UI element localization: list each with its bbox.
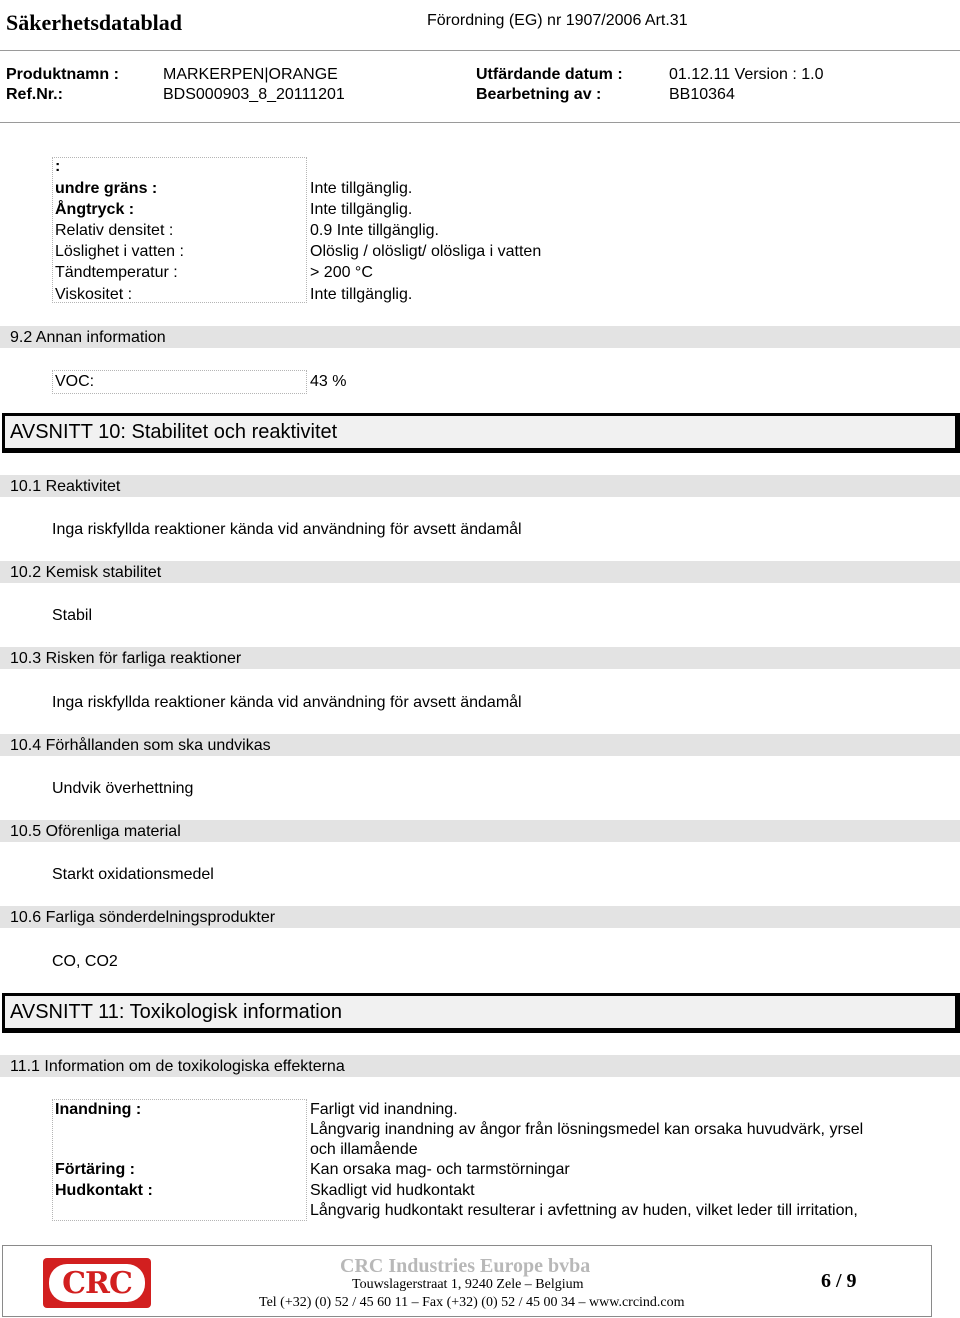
decomposition-products-text: CO, CO2 xyxy=(52,953,118,970)
hazardous-reactions-text: Inga riskfyllda reaktioner kända vid användning för avsett ändamål xyxy=(52,694,522,711)
reference-number-value: BDS000903_8_20111201 xyxy=(163,86,345,103)
ignition-temperature-value: > 200 °C xyxy=(310,264,373,281)
crc-logo xyxy=(43,1258,151,1308)
reference-number-label: Ref.Nr.: xyxy=(6,86,63,103)
incompatible-materials-text: Starkt oxidationsmedel xyxy=(52,866,214,883)
skin-contact-line-2: Långvarig hudkontakt resulterar i avfettning av huden, vilket leder till irritation, xyxy=(310,1202,858,1219)
edited-by-value: BB10364 xyxy=(669,86,735,103)
product-name-value: MARKERPEN|ORANGE xyxy=(163,66,338,83)
regulation-reference: Förordning (EG) nr 1907/2006 Art.31 xyxy=(427,12,688,29)
subsection-title-10-1: 10.1 Reaktivitet xyxy=(10,478,121,495)
header-divider xyxy=(0,50,960,51)
page-footer xyxy=(2,1245,932,1317)
subsection-title-9-2: 9.2 Annan information xyxy=(10,329,166,346)
section-11-title: AVSNITT 11: Toxikologisk information xyxy=(10,1001,342,1023)
solubility-value: Olöslig / olösligt/ olösliga i vatten xyxy=(310,243,542,260)
vapor-pressure-label: Ångtryck : xyxy=(55,201,135,218)
lower-limit-value: Inte tillgänglig. xyxy=(310,180,413,197)
page-number: 6 / 9 xyxy=(821,1270,857,1292)
colon-row: : xyxy=(55,158,61,175)
viscosity-label: Viskositet : xyxy=(55,286,133,303)
subsection-title-10-3: 10.3 Risken för farliga reaktioner xyxy=(10,650,242,667)
inhalation-line-1: Farligt vid inandning. xyxy=(310,1101,458,1118)
inhalation-label: Inandning : xyxy=(55,1101,142,1118)
subsection-title-10-2: 10.2 Kemisk stabilitet xyxy=(10,564,162,581)
vapor-pressure-value: Inte tillgänglig. xyxy=(310,201,413,218)
product-name-label: Produktnamn : xyxy=(6,66,119,83)
ignition-temperature-label: Tändtemperatur : xyxy=(55,264,178,281)
subsection-title-10-6: 10.6 Farliga sönderdelningsprodukter xyxy=(10,909,276,926)
voc-label: VOC: xyxy=(55,373,95,390)
lower-limit-label: undre gräns : xyxy=(55,180,158,197)
edited-by-label: Bearbetning av : xyxy=(476,86,602,103)
footer-contact: Tel (+32) (0) 52 / 45 60 11 – Fax (+32) (0) 52 / 45 00 34 – www.crcind.com xyxy=(259,1295,685,1310)
section-10-title: AVSNITT 10: Stabilitet och reaktivitet xyxy=(10,421,338,443)
conditions-to-avoid-text: Undvik överhettning xyxy=(52,780,194,797)
skin-contact-line-1: Skadligt vid hudkontakt xyxy=(310,1182,475,1199)
relative-density-value: 0.9 Inte tillgänglig. xyxy=(310,222,439,239)
inhalation-line-2: Långvarig inandning av ångor från lösningsmedel kan orsaka huvudvärk, yrsel xyxy=(310,1121,864,1138)
issue-date-value: 01.12.11 Version : 1.0 xyxy=(669,66,824,83)
relative-density-label: Relativ densitet : xyxy=(55,222,174,239)
subsection-bar-10-1 xyxy=(0,475,960,497)
document-title: Säkerhetsdatablad xyxy=(6,10,183,35)
subsection-title-10-5: 10.5 Oförenliga material xyxy=(10,823,181,840)
viscosity-value: Inte tillgänglig. xyxy=(310,286,413,303)
voc-value: 43 % xyxy=(310,373,347,390)
subsection-title-10-4: 10.4 Förhållanden som ska undvikas xyxy=(10,737,271,754)
ingestion-value: Kan orsaka mag- och tarmstörningar xyxy=(310,1161,570,1178)
subsection-title-11-1: 11.1 Information om de toxikologiska effekterna xyxy=(10,1058,345,1075)
skin-contact-label: Hudkontakt : xyxy=(55,1182,153,1199)
ingestion-label: Förtäring : xyxy=(55,1161,135,1178)
footer-address: Touwslagerstraat 1, 9240 Zele – Belgium xyxy=(352,1277,584,1292)
footer-company-name: CRC Industries Europe bvba xyxy=(340,1255,591,1277)
header-bottom-divider xyxy=(0,122,960,123)
reactivity-text: Inga riskfyllda reaktioner kända vid användning för avsett ändamål xyxy=(52,521,522,538)
solubility-label: Löslighet i vatten : xyxy=(55,243,184,260)
crc-logo-text: CRC xyxy=(49,1264,145,1302)
chemical-stability-text: Stabil xyxy=(52,607,93,624)
issue-date-label: Utfärdande datum : xyxy=(476,66,623,83)
inhalation-line-3: och illamående xyxy=(310,1141,418,1158)
